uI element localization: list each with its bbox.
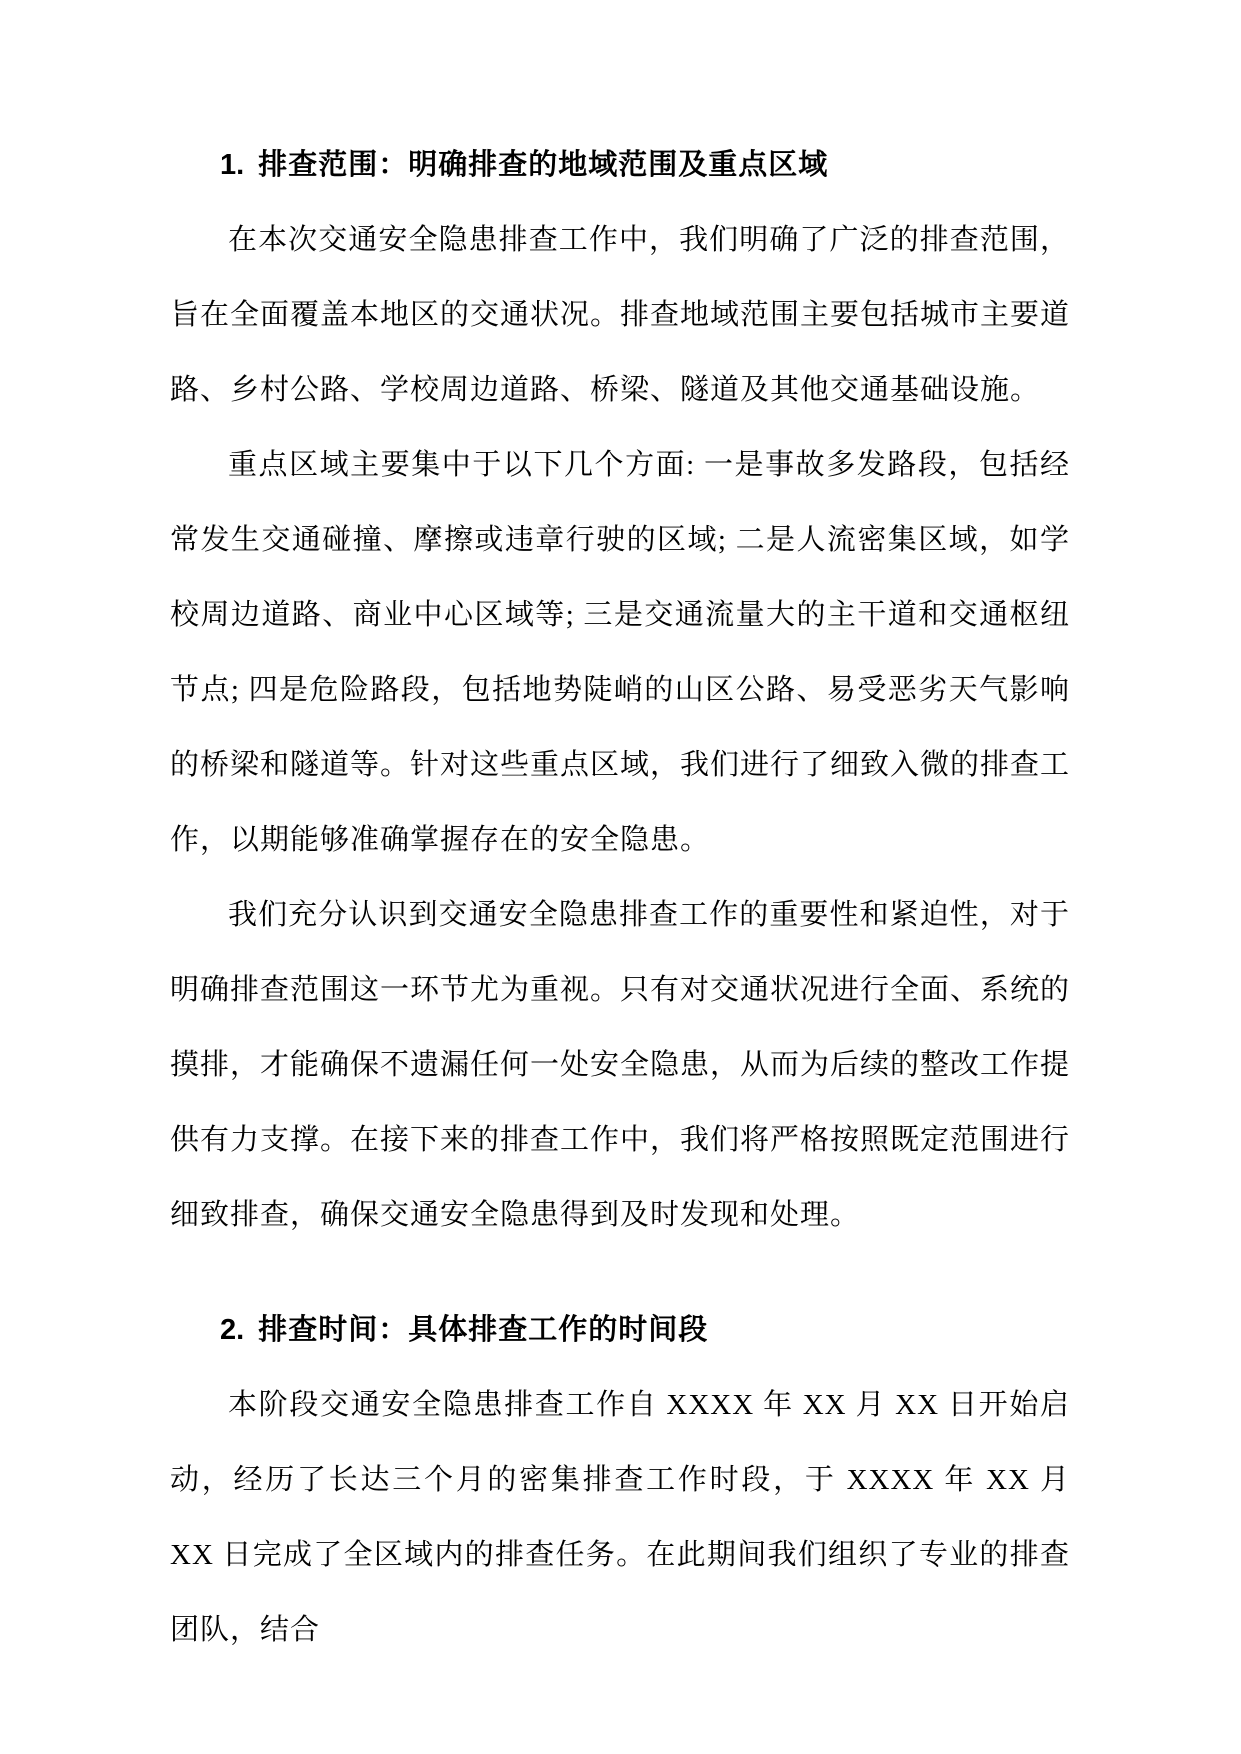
section-inspection-scope	[170, 128, 1070, 1253]
section-2-paragraph-1: 本阶段交通安全隐患排查工作自 XXXX 年 XX 月 XX 日开始启动，经历了长达三个月的密集排查工作时段，于 XXXX 年 XX 月 XX 日完成了全区域内的排查任务。在此期间我们组织了专业的排查团队，结合	[170, 1389, 1070, 1646]
section-1-heading-title: 排查范围：明确排查的地域范围及重点区域	[258, 149, 829, 181]
section-1-paragraph-3: 我们充分认识到交通安全隐患排查工作的重要性和紧迫性，对于明确排查范围这一环节尤为重视。只有对交通状况进行全面、系统的摸排，才能确保不遗漏任何一处安全隐患，从而为后续的整改工作提供有力支撑。在接下来的排查工作中，我们将严格按照既定范围进行细致排查，确保交通安全隐患得到及时发现和处理。	[170, 899, 1071, 1231]
section-2-heading	[170, 1293, 1070, 1368]
section-2-heading-title: 排查时间：具体排查工作的时间段	[258, 1314, 709, 1346]
section-1-heading-number: 1.	[220, 149, 245, 181]
section-1-paragraph-1: 在本次交通安全隐患排查工作中，我们明确了广泛的排查范围，旨在全面覆盖本地区的交通状况。排查地域范围主要包括城市主要道路、乡村公路、学校周边道路、桥梁、隧道及其他交通基础设施。	[170, 224, 1071, 406]
section-2-heading-number: 2.	[220, 1314, 245, 1346]
section-inspection-time	[170, 1293, 1070, 1668]
section-1-heading	[170, 128, 1070, 203]
section-1-paragraph-2: 重点区域主要集中于以下几个方面: 一是事故多发路段，包括经常发生交通碰撞、摩擦或违章行驶的区域; 二是人流密集区域，如学校周边道路、商业中心区域等; 三是交通流量大的主干道和交通枢纽节点; 四是危险路段，包括地势陡峭的山区公路、易受恶劣天气影响的桥梁和隧道等。针对这些重点区域，我们进行了细致入微的排查工作，以期能够准确掌握存在的安全隐患。	[170, 449, 1071, 856]
